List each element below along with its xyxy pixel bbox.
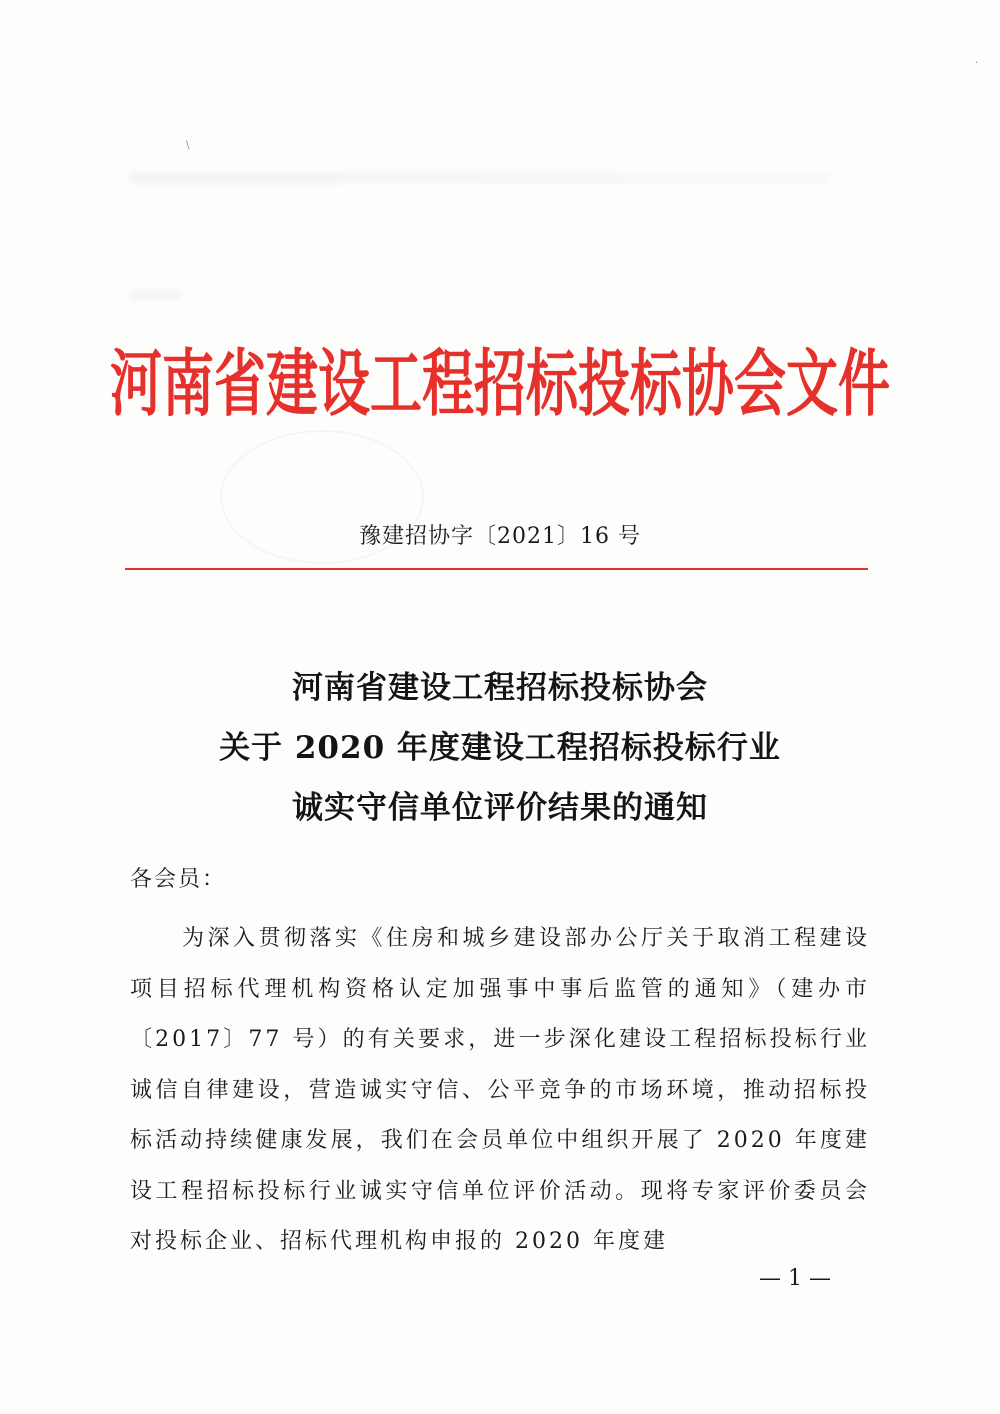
title-line: 河南省建设工程招标投标协会 <box>292 670 708 706</box>
title-line: 关于 2020 年度建设工程招标投标行业 <box>219 730 781 766</box>
red-divider-line <box>125 568 868 570</box>
bleed-through-text <box>130 172 830 184</box>
salutation: 各会员： <box>130 867 227 892</box>
organization-header: 河南省建设工程招标投标协会文件 <box>109 343 890 427</box>
title-line: 诚实守信单位评价结果的通知 <box>292 790 708 826</box>
body-paragraph: 为深入贯彻落实《住房和城乡建设部办公厅关于取消工程建设项目招标代理机构资格认定加强事中事后监管的通知》（建办市〔2017〕77 号）的有关要求，进一步深化建设工程招标投标行业诚信自律建设，营造诚实守信、公平竞争的市场环境，推动招标投标活动持续健康发展，我们在会员单位中组织开展了 2020 年度建设工程招标投标行业诚实守信单位评价活动。现将专家评价委员会对投标企业、招标代理机构申报的 2020 年度建 <box>130 926 870 1254</box>
scan-speck: · <box>975 58 979 69</box>
scan-speck: \ <box>186 140 190 151</box>
page-number: — 1 — <box>759 1266 831 1291</box>
bleed-through-mark <box>130 290 180 300</box>
document-number: 豫建招协字〔2021〕16 号 <box>359 524 641 549</box>
notice-title <box>0 658 1000 838</box>
